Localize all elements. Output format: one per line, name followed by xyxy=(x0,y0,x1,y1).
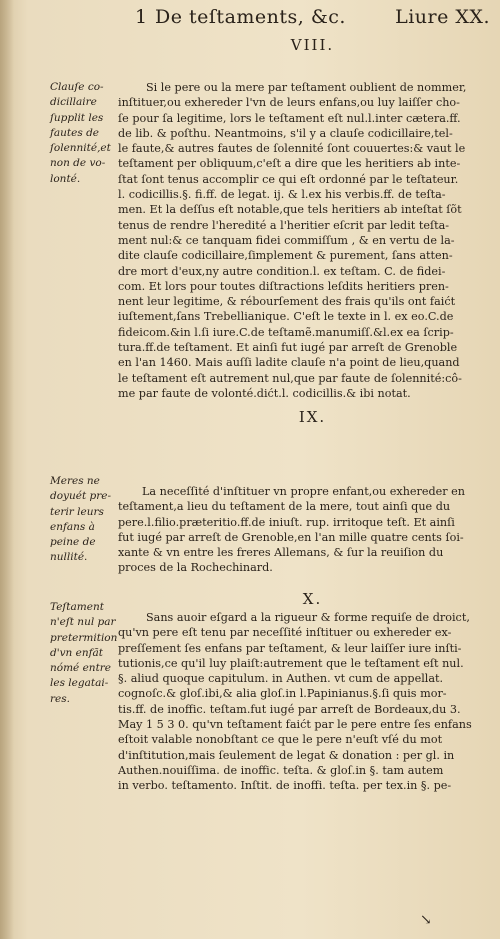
text-line: Sans auoir eſgard a la rigueur & forme requiſe de droict, xyxy=(146,611,470,624)
text-line: preſſement ſes enfans par teſtament, & leur laiſſer iure inſti- xyxy=(118,641,462,655)
text-line: ſe pour ſa legitime, lors le teſtament eſt nul.l.inter cætera.ff. xyxy=(118,111,461,125)
text-line: men. Et la deſſus eſt notable,que tels heritiers ab inteſtat ſõt xyxy=(118,203,462,217)
section-body-viii xyxy=(118,80,496,401)
text-line: tutionis,ce qu'il luy plaiſt:autrement que le teſtament eſt nul. xyxy=(118,656,464,670)
text-line: nent leur legitime, & rébourſement des frais qu'ils ont faićt xyxy=(118,295,456,309)
page-number: 1 xyxy=(135,6,148,28)
text-line: d'inſtitution,mais ſeulement de legat & donation : per gl. in xyxy=(118,748,455,762)
margin-line: lonté. xyxy=(50,172,81,185)
text-line: ſtat ſont tenus accomplir ce qui eſt ordonné par le teſtateur. xyxy=(118,172,459,186)
margin-line: d'vn enfãt xyxy=(50,646,103,659)
margin-line: n'eſt nul par xyxy=(50,616,116,629)
text-line: en l'an 1460. Mais auſſi ladite clauſe n'a point de lieu,quand xyxy=(118,356,460,370)
text-line: iuſtement,ſans Trebellianique. C'eſt le texte in l. ex eo.C.de xyxy=(118,310,454,324)
margin-line: les legatai- xyxy=(50,677,109,690)
text-line: teſtament per obliquum,c'eſt a dire que les heritiers ab inte- xyxy=(118,157,461,171)
text-line: eſtoit valable nonobſtant ce que le pere n'euſt vſé du mot xyxy=(118,733,443,747)
text-line: com. Et lors pour toutes diſtractions leſdits heritiers pren- xyxy=(118,279,449,293)
margin-line: dicillaire xyxy=(50,96,97,109)
text-line: le faute,& autres fautes de ſolennité ſont couuertes:& vaut le xyxy=(118,142,466,156)
text-line: de lib. & poſthu. Neantmoins, s'il y a clauſe codicillaire,tel- xyxy=(118,126,453,140)
text-line: §. aliud quoque capitulum. in Authen. vt cum de appellat. xyxy=(118,672,444,686)
text-line: teſtament,a lieu du teſtament de la mere, tout ainſi que du xyxy=(118,500,451,514)
text-line: qu'vn pere eſt tenu par neceſſité inſtituer ou exhereder ex- xyxy=(118,626,452,640)
text-line: le teſtament eſt autrement nul,que par faute de ſolennité:cô- xyxy=(118,371,462,385)
running-header xyxy=(135,6,490,32)
margin-line: terir leurs xyxy=(50,505,104,518)
margin-line: fautes de xyxy=(50,126,100,139)
catchword-mark: ↘ xyxy=(420,912,432,928)
text-line: in verbo. teſtamento. Inſtit. de inoffi. teſta. per tex.in §. pe- xyxy=(118,779,452,793)
margin-line: peine de xyxy=(50,536,96,549)
text-line: Si le pere ou la mere par teſtament oublient de nommer, xyxy=(146,81,467,94)
margin-line: nullité. xyxy=(50,551,88,564)
text-line: tura.ff.de teſtament. Et ainſi fut iugé par arreſt de Grenoble xyxy=(118,341,458,355)
text-line: dre mort d'eux,ny autre condition.l. ex teſtam. C. de fidei- xyxy=(118,264,446,278)
binding-shadow xyxy=(0,0,14,939)
text-line: tis.ff. de inoffic. teſtam.fut iugé par arreſt de Bordeaux,du 3. xyxy=(118,702,461,716)
text-line: tenus de rendre l'heredité a l'heritier eſcrit par ledit teſta- xyxy=(118,218,450,232)
margin-line: Clauſe co- xyxy=(50,81,104,93)
text-line: inſtituer,ou exhereder l'vn de leurs enfans,ou luy laiſſer cho- xyxy=(118,96,460,110)
text-line: fut iugé par arreſt de Grenoble,en l'an mille quatre cents ſoi- xyxy=(118,530,464,544)
margin-line: ſolennité,et xyxy=(50,142,111,155)
text-line: La neceſſité d'inſtituer vn propre enfant,ou exhereder en xyxy=(142,485,466,498)
margin-line: doyuét pre- xyxy=(50,490,112,503)
margin-note-x xyxy=(50,600,118,707)
margin-note-viii xyxy=(50,80,118,187)
text-line: fideicom.&in l.ſi iure.C.de teſtamẽ.manumiſſ.&l.ex ea ſcrip- xyxy=(118,325,454,339)
running-title: De teſtaments, &c. xyxy=(155,6,346,28)
section-heading-x: X. xyxy=(302,590,323,608)
book-number: Liure XX. xyxy=(395,6,490,28)
text-line: me par faute de volonté.dićt.l. codicillis.& ibi notat. xyxy=(118,386,411,400)
margin-line: Meres ne xyxy=(50,475,100,487)
margin-line: nómé entre xyxy=(50,662,112,675)
text-line: Authen.nouiſſima. de inoffic. teſta. & gloſ.in §. tam autem xyxy=(118,763,444,777)
section-body-x xyxy=(118,610,496,794)
text-line: May 1 5 3 0. qu'vn teſtament faićt par le pere entre ſes enfans xyxy=(118,718,472,732)
text-line: pere.l.filio.præteritio.ff.de iniuſt. rup. irritoque teſt. Et ainſi xyxy=(118,515,455,529)
margin-line: res. xyxy=(50,692,70,705)
text-line: proces de la Rochechinard. xyxy=(118,561,273,575)
text-line: dite clauſe codicillaire,ſimplement & purement, ſans atten- xyxy=(118,249,453,263)
text-line: ment nul:& ce tanquam fidei commiſſum , & en vertu de la- xyxy=(118,233,455,247)
section-body-ix xyxy=(118,484,496,576)
margin-note-ix xyxy=(50,474,118,566)
section-heading-ix: IX. xyxy=(298,408,327,426)
section-heading-viii: VIII. xyxy=(290,36,335,54)
margin-line: pretermition xyxy=(50,631,118,644)
margin-line: ſupplit les xyxy=(50,111,104,124)
text-line: xante & vn entre les freres Allemans, & ſur la reuiſion du xyxy=(118,546,444,560)
text-line: l. codicillis.§. fi.ff. de legat. ij. & l.ex his verbis.ff. de teſta- xyxy=(118,188,446,202)
margin-line: Teſtament xyxy=(50,601,104,613)
text-line: cognoſc.& gloſ.ibi,& alia gloſ.in l.Papinianus.§.ſi quis mor- xyxy=(118,687,447,701)
margin-line: enfans à xyxy=(50,520,95,533)
margin-line: non de vo- xyxy=(50,157,106,170)
